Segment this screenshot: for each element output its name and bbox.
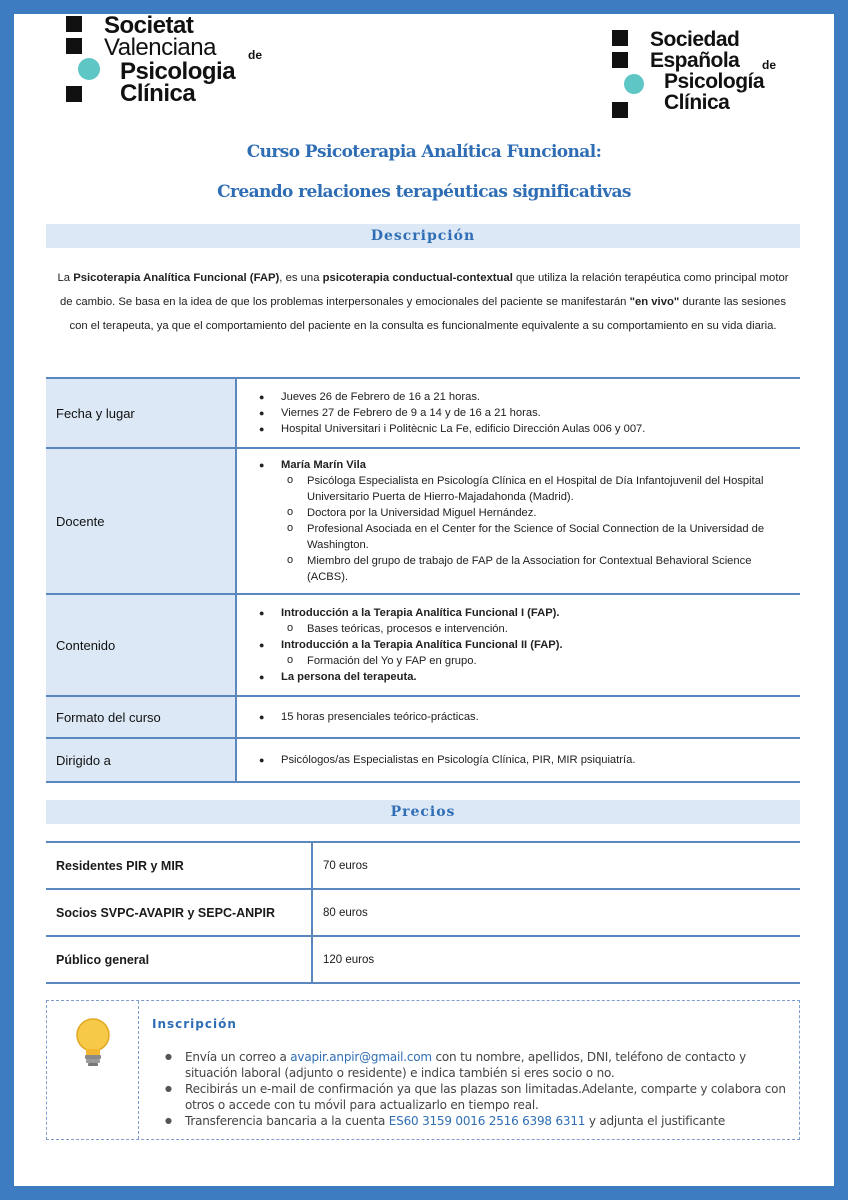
price-label: Socios SVPC-AVAPIR y SEPC-ANPIR: [46, 889, 312, 936]
lightbulb-icon: [47, 1001, 139, 1081]
list-item: ● Introducción a la Terapia Analítica Funcional II (FAP).: [259, 637, 790, 653]
contenido-label: Contenido: [46, 594, 236, 696]
logo-square: [612, 52, 628, 68]
logo-dot: [624, 74, 644, 94]
list-item: ● 15 horas presenciales teórico-prácticas.: [259, 709, 790, 725]
list-item: ● Jueves 26 de Febrero de 16 a 21 horas.: [259, 389, 790, 405]
formato-label: Formato del curso: [46, 696, 236, 738]
list-item: ● La persona del terapeuta.: [259, 669, 790, 685]
price-label: Público general: [46, 936, 312, 983]
fecha-value: [236, 378, 800, 448]
document-page: [14, 14, 834, 1186]
logo-square: [66, 38, 82, 54]
svpc-logo: [64, 14, 304, 114]
list-item: o Miembro del grupo de trabajo de FAP de la Association for Contextual Behavioral Science (ACBS).: [285, 553, 790, 585]
course-subtitle: Creando relaciones terapéuticas significativas: [217, 182, 631, 202]
inscripcion-list: [165, 1049, 793, 1129]
price-value: 70 euros: [312, 842, 800, 889]
list-item: o Formación del Yo y FAP en grupo.: [285, 653, 790, 669]
prices-table: [46, 841, 800, 984]
table-row: [46, 448, 800, 594]
contenido-value: [236, 594, 800, 696]
logo-de: de: [248, 48, 263, 62]
logo-line: Clínica: [120, 80, 196, 107]
logo-line: Sociedad: [650, 28, 740, 51]
logo-square: [612, 102, 628, 118]
description-paragraph: [52, 266, 794, 338]
logo-dot: [78, 58, 100, 80]
item-text: Envía un correo a: [185, 1050, 291, 1064]
formato-value: [236, 696, 800, 738]
docente-value: [236, 448, 800, 594]
table-row: [46, 594, 800, 696]
fecha-label: Fecha y lugar: [46, 378, 236, 448]
list-item: [165, 1113, 793, 1129]
email-link[interactable]: avapir.anpir@gmail.com: [290, 1050, 432, 1064]
precios-heading: Precios: [46, 800, 800, 824]
list-item: [165, 1049, 793, 1081]
docente-name: ● María Marín Vila: [259, 457, 790, 473]
logo-line: Valenciana: [104, 34, 216, 61]
sepc-logo: [612, 28, 812, 128]
item-text: y adjunta el justificante: [585, 1114, 726, 1128]
table-row: [46, 378, 800, 448]
logo-line: Española: [650, 49, 740, 72]
price-label: Residentes PIR y MIR: [46, 842, 312, 889]
desc-text: durante las sesiones con el terapeuta, ya que el comportamiento del paciente en la consulta es funcionalmente equivalente a su comportamiento en su vida diaria.: [69, 296, 786, 332]
logo-line: Societat: [104, 12, 194, 39]
table-row: [46, 889, 800, 936]
logo-line: Psicología: [664, 70, 765, 93]
list-item: ● Introducción a la Terapia Analítica Funcional I (FAP).: [259, 605, 790, 621]
list-item: ● Recibirás un e-mail de confirmación ya que las plazas son limitadas.Adelante, comparte y colabora con otros o accede con tu móvil para actualizarlo en tiempo real.: [165, 1081, 793, 1113]
desc-bold: psicoterapia conductual-contextual: [322, 272, 513, 284]
desc-text: , es una: [279, 272, 323, 284]
item-text: con tu nombre, apellidos, DNI, teléfono de contacto y situación laboral (adjunto o residente) e indica también si eres socio o no.: [185, 1050, 747, 1080]
dirigido-value: [236, 738, 800, 782]
table-row: [46, 936, 800, 983]
desc-text: La: [57, 272, 74, 284]
list-item: o Bases teóricas, procesos e intervención.: [285, 621, 790, 637]
item-text: Transferencia bancaria a la cuenta: [185, 1114, 389, 1128]
table-row: [46, 696, 800, 738]
desc-bold: Psicoterapia Analítica Funcional (FAP): [73, 272, 280, 284]
logo-square: [66, 86, 82, 102]
price-value: 80 euros: [312, 889, 800, 936]
list-item: ● Hospital Universitari i Politècnic La Fe, edificio Dirección Aulas 006 y 007.: [259, 421, 790, 437]
course-info-table: [46, 377, 800, 783]
dirigido-label: Dirigido a: [46, 738, 236, 782]
price-value: 120 euros: [312, 936, 800, 983]
list-item: ● Psicólogos/as Especialistas en Psicología Clínica, PIR, MIR psiquiatría.: [259, 752, 790, 768]
iban-text: ES60 3159 0016 2516 6398 6311: [388, 1114, 586, 1128]
list-item: o Doctora por la Universidad Miguel Hernández.: [285, 505, 790, 521]
logo-de: de: [762, 58, 777, 72]
desc-bold: "en vivo": [629, 296, 680, 308]
logo-square: [66, 16, 82, 32]
desc-text: que utiliza la relación terapéutica como principal motor de cambio. Se basa en la idea de que los problemas interpersonales y emocionales del paciente se manifestarán: [60, 272, 789, 308]
docente-label: Docente: [46, 448, 236, 594]
list-item: o Psicóloga Especialista en Psicología Clínica en el Hospital de Día Infantojuvenil del Hospital Universitario Puerta de Hierro-Majadahonda (Madrid).: [285, 473, 790, 505]
table-row: [46, 842, 800, 889]
inscripcion-box: [46, 1000, 800, 1140]
list-item: ● Viernes 27 de Febrero de 9 a 14 y de 16 a 21 horas.: [259, 405, 790, 421]
descripcion-heading: Descripción: [46, 224, 800, 248]
logo-line: Psicologia: [120, 58, 236, 85]
table-row: [46, 738, 800, 782]
inscripcion-title: Inscripción: [152, 1017, 237, 1031]
course-title: Curso Psicoterapia Analítica Funcional:: [246, 142, 602, 162]
logo-line: Clínica: [664, 91, 730, 114]
list-item: o Profesional Asociada en el Center for the Science of Social Connection de la Universidad de Washington.: [285, 521, 790, 553]
logo-square: [612, 30, 628, 46]
inscripcion-icon-cell: [47, 1001, 139, 1139]
